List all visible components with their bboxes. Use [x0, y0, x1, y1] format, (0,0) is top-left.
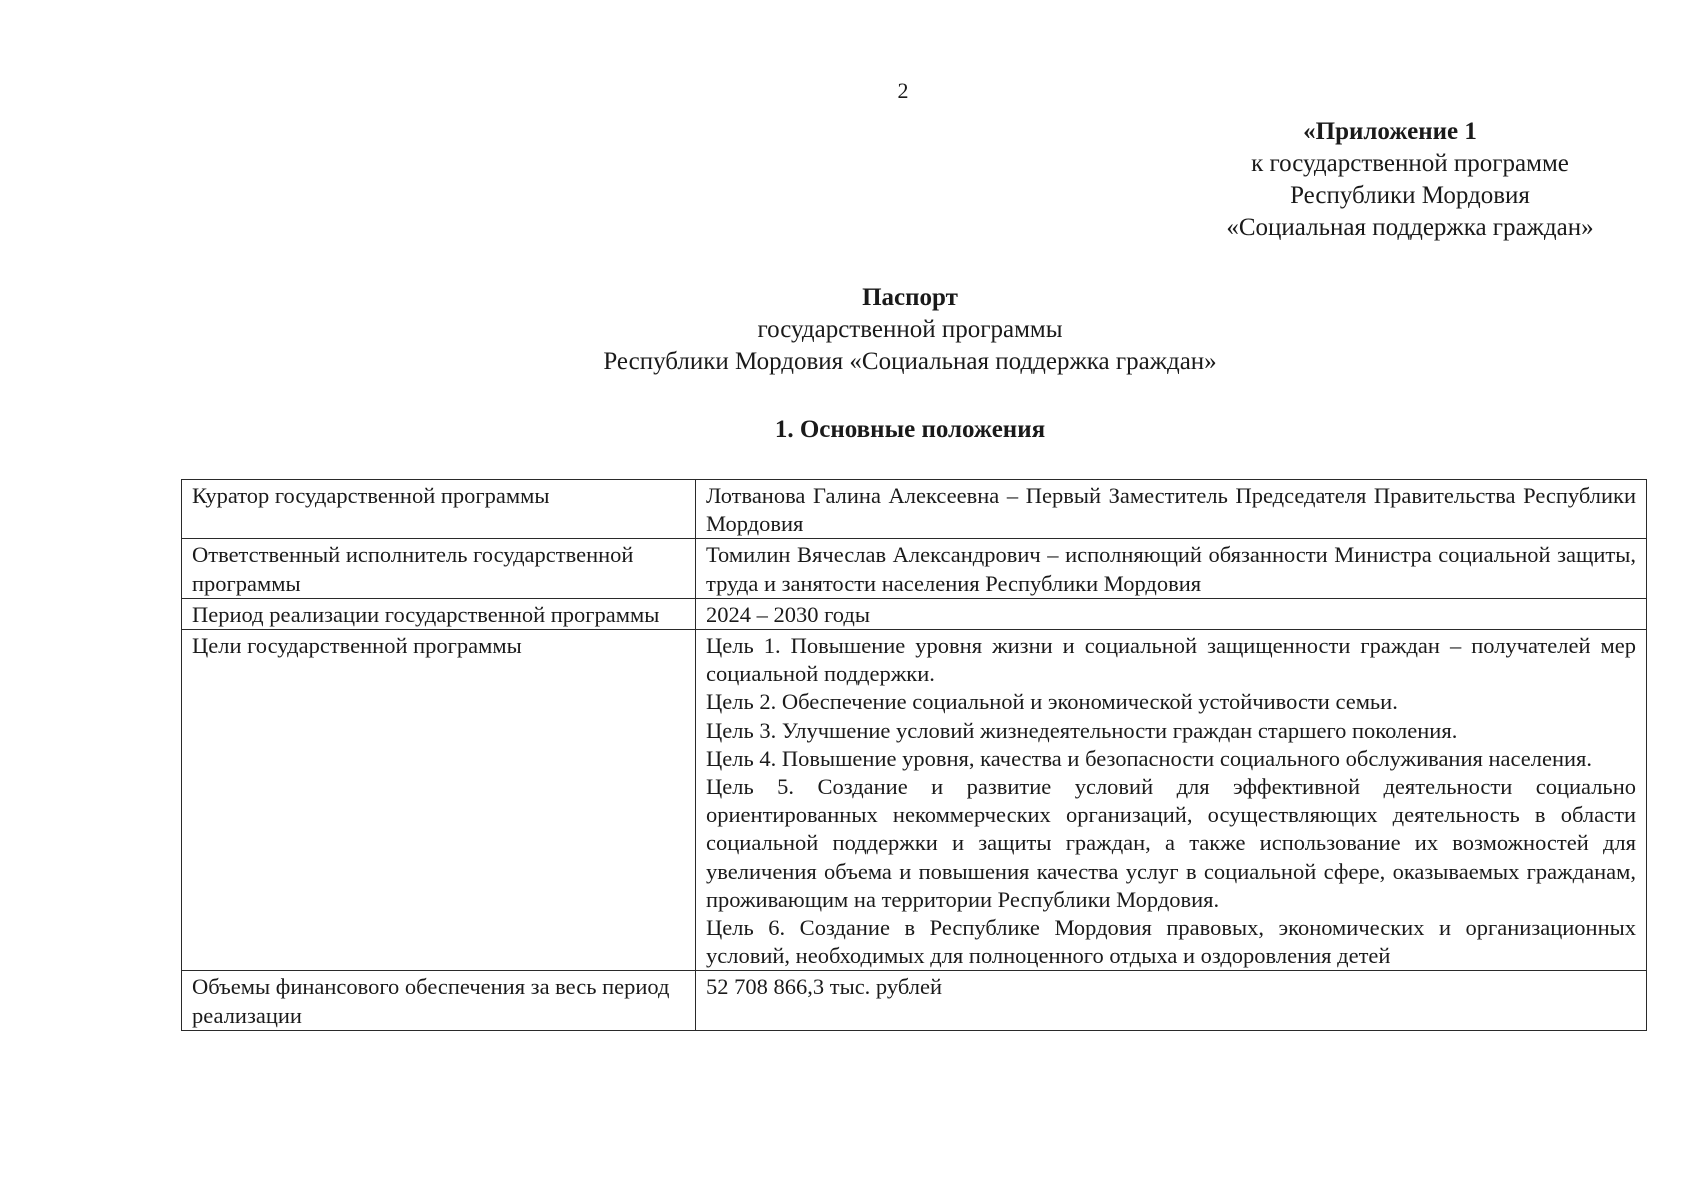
goal-item: Цель 5. Создание и развитие условий для эффективной деятельности социально ориентированных некоммерческих организаций, осуществляющих деятельность в области социальной поддержки и защиты граждан, а также использование их возможностей для увеличения объема и повышения качества услуг в социальной сфере, оказываемых гражданам, проживающим на территории Республики Мордовия.: [706, 774, 1636, 912]
document-title-line-1: государственной программы: [757, 316, 1063, 343]
appendix-header: [1150, 116, 1670, 244]
row-label: Ответственный исполнитель государственной программы: [182, 539, 696, 598]
goal-item: Цель 1. Повышение уровня жизни и социальной защищенности граждан – получателей мер социальной поддержки.: [706, 633, 1636, 687]
row-value-text: 52 708 866,3 тыс. рублей: [706, 974, 942, 1000]
document-heading: Паспорт: [862, 284, 958, 311]
row-label: Период реализации государственной программы: [182, 598, 696, 629]
row-value-goals: [696, 630, 1647, 971]
appendix-title: «Приложение 1: [1303, 118, 1477, 145]
appendix-line-1: к государственной программе: [1251, 150, 1569, 177]
table-row: [182, 971, 1647, 1030]
row-value: [696, 480, 1647, 539]
section-title: 1. Основные положения: [774, 416, 1046, 443]
row-value: [696, 539, 1647, 598]
row-label: Цели государственной программы: [182, 630, 696, 971]
passport-table: [181, 479, 1647, 1031]
row-label: Куратор государственной программы: [182, 480, 696, 539]
row-value: [696, 598, 1647, 629]
row-value-text: Лотванова Галина Алексеевна – Первый Заместитель Председателя Правительства Республики Мордовия: [706, 483, 1636, 537]
goal-item: Цель 6. Создание в Республике Мордовия правовых, экономических и организационных условий, необходимых для полноценного отдыха и оздоровления детей: [706, 915, 1636, 969]
table-row: [182, 480, 1647, 539]
page-number: 2: [897, 78, 909, 103]
appendix-line-3: «Социальная поддержка граждан»: [1226, 214, 1594, 241]
table-row: [182, 539, 1647, 598]
row-value-text: 2024 – 2030 годы: [706, 601, 870, 627]
document-title: [500, 282, 1320, 378]
document-title-line-2: Республики Мордовия «Социальная поддержка граждан»: [603, 348, 1217, 375]
table-row: [182, 598, 1647, 629]
appendix-line-2: Республики Мордовия: [1290, 182, 1530, 209]
table-row: [182, 630, 1647, 971]
row-value: [696, 971, 1647, 1030]
goal-item: Цель 2. Обеспечение социальной и экономической устойчивости семьи.: [706, 689, 1398, 715]
row-label: Объемы финансового обеспечения за весь период реализации: [182, 971, 696, 1030]
row-value-text: Томилин Вячеслав Александрович – исполняющий обязанности Министра социальной защиты, труда и занятости населения Республики Мордовия: [706, 542, 1636, 596]
goal-item: Цель 3. Улучшение условий жизнедеятельности граждан старшего поколения.: [706, 717, 1458, 743]
goal-item: Цель 4. Повышение уровня, качества и безопасности социального обслуживания населения.: [706, 745, 1593, 771]
